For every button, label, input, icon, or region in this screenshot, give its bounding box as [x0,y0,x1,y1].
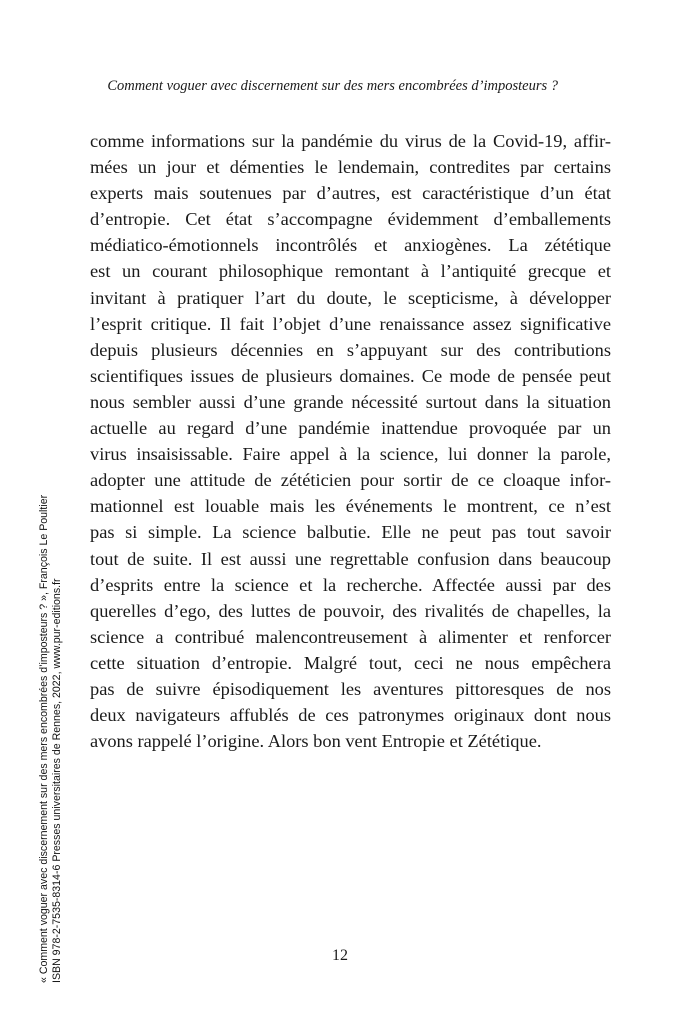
text-line: invitant à pratiquer l’art du doute, le scepticisme, à développer [90,287,611,308]
copyright-notice-line: ISBN 978-2-7535-8314-6 Presses universitaires de Rennes, 2022, www.pur-editions.fr [50,578,63,983]
text-line: d’entropie. Cet état s’accompagne évidemment d’emballements [90,209,611,230]
text-line: l’esprit critique. Il fait l’objet d’une renaissance assez significative [90,313,611,334]
text-line: querelles d’ego, des luttes de pouvoir, des rivalités de chapelles, la [90,600,611,621]
text-line: experts mais soutenues par d’autres, est caractéristique d’un état [90,183,611,204]
text-line: tout de suite. Il est aussi une regrettable confusion dans beaucoup [90,548,611,569]
copyright-notice-line: « Comment voguer avec discernement sur des mers encombrées d’imposteurs ? », François Le Poultier [38,494,50,983]
text-line: deux navigateurs affublés de ces patronymes originaux dont nous [90,705,611,726]
page-number: 12 [332,947,348,964]
text-line: pas de suivre épisodiquement les aventures pittoresques de nos [90,678,611,699]
copyright-notice [38,495,63,983]
text-line: cette situation d’entropie. Malgré tout, ceci ne nous empêchera [90,652,611,673]
text-line: virus insaisissable. Faire appel à la science, lui donner la parole, [90,444,611,465]
body-paragraph [90,128,611,754]
text-line: médiatico-émotionnels incontrôlés et anxiogènes. La zététique [90,235,611,256]
text-line: mées un jour et démenties le lendemain, contredites par certains [90,157,611,178]
text-line: science a contribué malencontreusement à alimenter et renforcer [90,626,611,647]
text-line: depuis plusieurs décennies en s’appuyant sur des contributions [90,339,611,360]
text-line: mationnel est louable mais les événements le montrent, ce n’est [90,496,611,517]
text-line: comme informations sur la pandémie du virus de la Covid-19, affir- [90,131,611,151]
text-line: nous sembler aussi d’une grande nécessité surtout dans la situation [90,391,611,412]
text-line: actuelle au regard d’une pandémie inattendue provoquée par un [90,418,611,439]
text-line: d’esprits entre la science et la recherche. Affectée aussi par des [90,574,611,595]
text-line: avons rappelé l’origine. Alors bon vent Entropie et Zététique. [90,731,542,752]
text-line: scientifiques issues de plusieurs domaines. Ce mode de pensée peut [90,365,611,386]
text-line: est un courant philosophique remontant à l’antiquité grecque et [90,261,611,282]
text-line: pas si simple. La science balbutie. Elle ne peut pas tout savoir [90,522,611,543]
text-line: adopter une attitude de zététicien pour sortir de ce cloaque infor- [90,470,611,491]
running-title: Comment voguer avec discernement sur des mers encombrées d’imposteurs ? [107,78,558,94]
